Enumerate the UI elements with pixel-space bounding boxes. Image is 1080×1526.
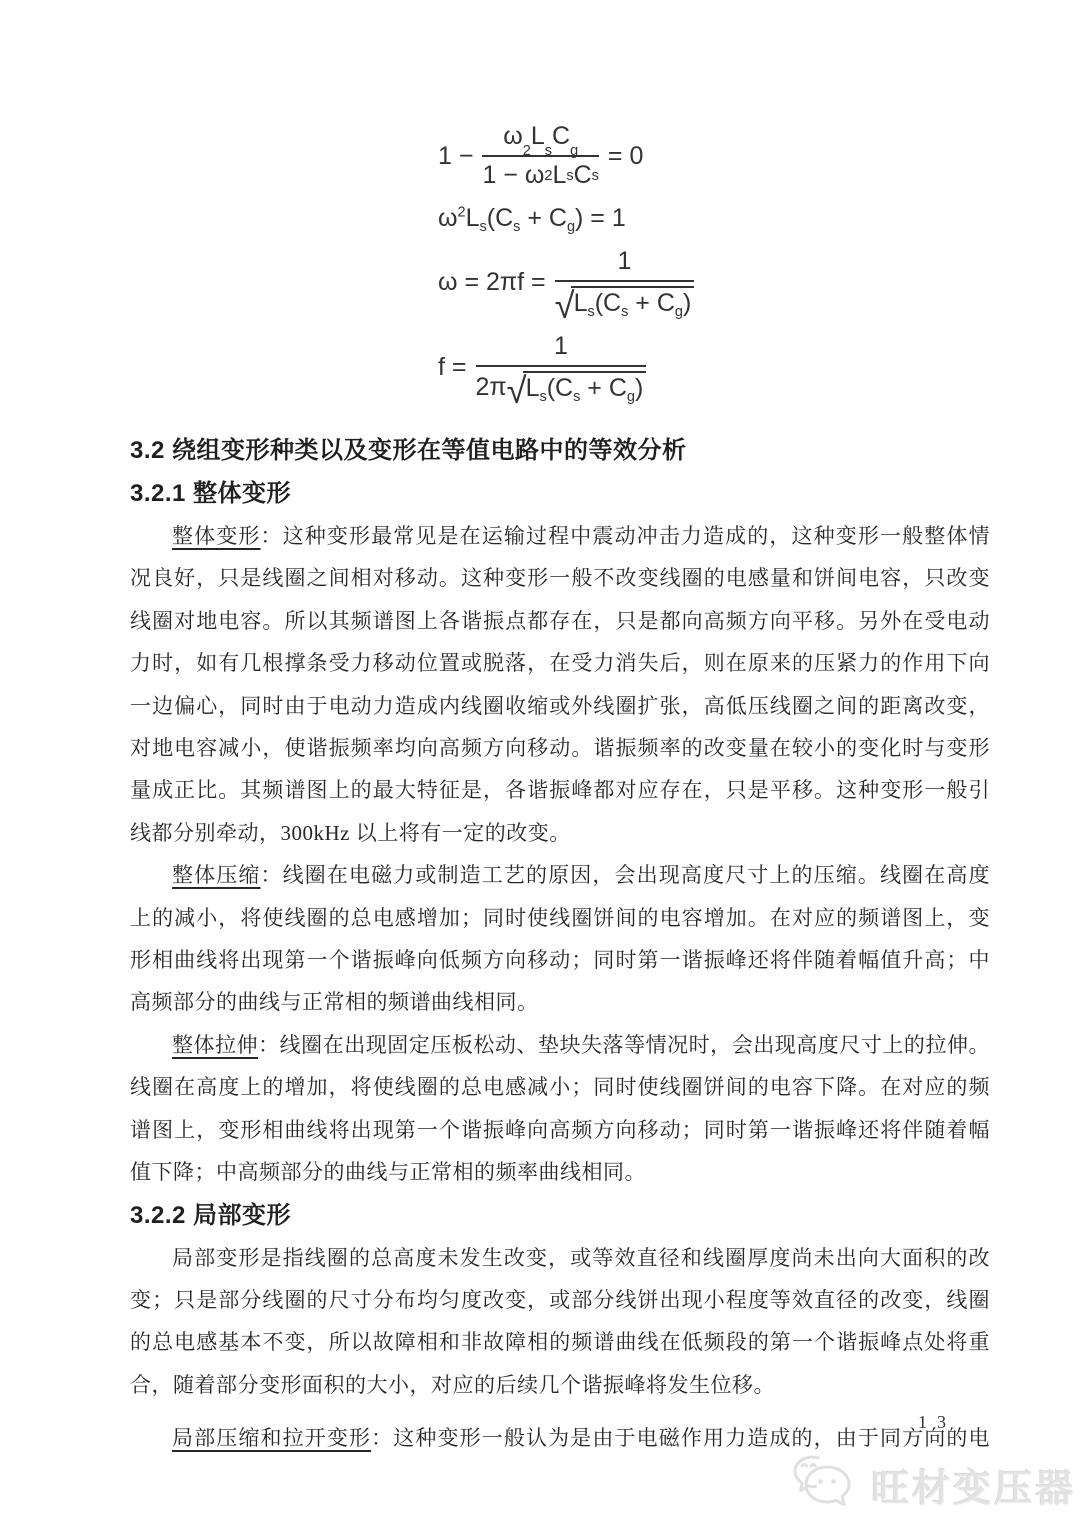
underlined-term: 整体压缩: [172, 863, 261, 888]
denominator: [554, 282, 695, 326]
radical-sign: √: [554, 284, 575, 326]
text-line: 合，随着部分变形面积的大小，对应的后续几个谐振峰将发生位移。: [130, 1372, 775, 1397]
text-line: 形相曲线将出现第一个谐振峰向低频方向移动；同时第一谐振峰还将伴随着幅值升高；中: [130, 948, 990, 973]
text-line: 整体变形：这种变形最常见是在运输过程中震动冲击力造成的，这种变形一般整体情: [172, 524, 990, 548]
denominator: 1 − ω 2 L s C s: [482, 161, 599, 189]
formula-text: = 0: [607, 141, 644, 170]
text-line: 整体压缩：线圈在电磁力或制造工艺的原因，会出现高度尺寸上的压缩。线圈在高度: [172, 863, 990, 888]
fraction: [475, 332, 647, 411]
text-line: 整体拉伸：线圈在出现固定压板松动、垫块失落等情况时，会出现高度尺寸上的拉伸。: [172, 1032, 990, 1057]
radicand: $L_s(C_s + C_g)$: [523, 371, 647, 403]
text-line: 上的减小，将使线圈的总电感增加；同时使线圈饼间的电容增加。在对应的频谱图上，变: [130, 905, 990, 930]
page-number: 13: [918, 1412, 956, 1432]
text-line: 局部压缩和拉开变形：这种变形一般认为是由于电磁作用力造成的，由于同方向的电: [172, 1426, 990, 1451]
formula: [438, 247, 1080, 326]
fraction: [482, 122, 598, 190]
text-line: 变；只是部分线圈的尺寸分布均匀度改变，或部分线饼出现小程度等效直径的改变，线圈: [130, 1287, 990, 1312]
text-line: 的总电感基本不变，所以故障相和非故障相的频谱曲线在低频段的第一个谐振峰点处将重: [130, 1330, 990, 1355]
watermark-text: 旺材变压器: [870, 1468, 1076, 1510]
text-line: 线都分别牵动，300kHz 以上将有一定的改变。: [130, 820, 571, 845]
formula-block: [0, 0, 1080, 411]
underlined-term: 整体拉伸: [172, 1032, 259, 1057]
formula: [438, 332, 1080, 411]
text-line: 值下降；中高频部分的曲线与正常相的频率曲线相同。: [130, 1160, 646, 1185]
paragraph: [130, 854, 990, 1024]
underlined-term: 整体变形: [172, 524, 261, 548]
text-line: 谱图上，变形相曲线将出现第一个谐振峰向高频方向移动；同时第一谐振峰还将伴随着幅: [130, 1117, 990, 1142]
section-heading: 3.2.2 局部变形: [130, 1201, 292, 1229]
section-heading: 3.2 绕组变形种类以及变形在等值电路中的等效分析: [130, 437, 687, 464]
text-line: 对地电容减小，使谐振频率均向高频方向移动。谐振频率的改变量在较小的变化时与变形: [130, 736, 990, 761]
formula-text: f =: [438, 353, 467, 381]
formula-text: $\omega^2L_s(C_s + C_g) = 1$: [438, 204, 626, 236]
text-line: 量成正比。其频谱图上的最大特征是，各谐振峰都对应存在，只是平移。这种变形一般引: [130, 778, 990, 803]
numerator: 1: [476, 332, 647, 367]
text-line: 高频部分的曲线与正常相的频谱曲线相同。: [130, 990, 539, 1015]
text-line: 力时，如有几根撑条受力移动位置或脱落，在受力消失后，则在原来的压紧力的作用下向: [130, 651, 990, 676]
formula: [438, 204, 1080, 236]
content: [130, 429, 990, 1460]
formula-text: ω = 2πf =: [438, 268, 546, 296]
formula: [438, 122, 1080, 190]
fraction: [554, 247, 695, 326]
numerator: ω 2 L s C g: [482, 122, 598, 157]
radical-sign: √: [506, 369, 527, 411]
denominator: 2π √ $L_s(C_s + C_g)$: [476, 367, 647, 403]
text-line: 况良好，只是线圈之间相对移动。这种变形一般不改变线圈的电感量和饼间电容，只改变: [130, 566, 990, 591]
underlined-term: 局部压缩和拉开变形: [172, 1426, 372, 1451]
text-line: 一边偏心，同时由于电动力造成内线圈收缩或外线圈扩张，高低压线圈之间的距离改变，: [130, 693, 990, 718]
text-line: 线圈对地电容。所以其频谱图上各谐振点都存在，只是都向高频方向平移。另外在受电动: [130, 608, 990, 633]
formula-text: 1 −: [438, 141, 474, 170]
text-line: 局部变形是指线圈的总高度未发生改变，或等效直径和线圈厚度尚未出向大面积的改: [172, 1245, 990, 1270]
section-heading: 3.2.1 整体变形: [130, 480, 292, 507]
paragraph: [130, 515, 990, 854]
wechat-icon: [787, 1449, 867, 1520]
watermark: [787, 1449, 1076, 1520]
text-line: 线圈在高度上的增加，将使线圈的总电感减小；同时使线圈饼间的电容下降。在对应的频: [130, 1075, 990, 1100]
paragraph: [130, 1237, 990, 1407]
numerator: 1: [555, 247, 695, 282]
radicand: $L_s(C_s + C_g)$: [571, 286, 695, 318]
paragraph: [130, 1024, 990, 1194]
